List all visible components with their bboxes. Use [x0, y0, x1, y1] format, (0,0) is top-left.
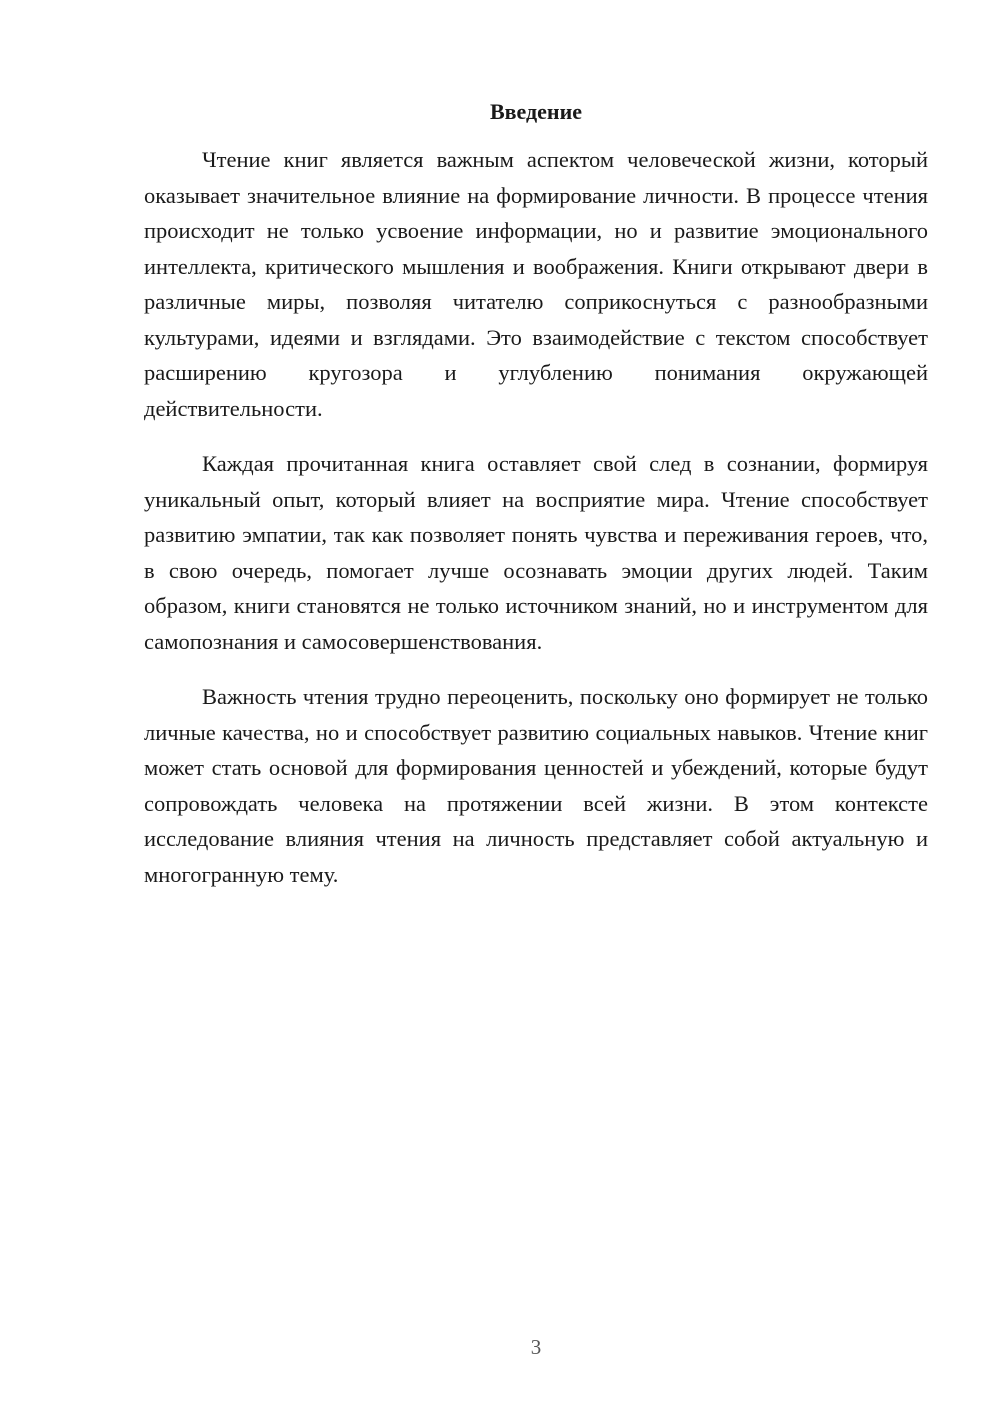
- paragraph-3: Важность чтения трудно переоценить, поскольку оно формирует не только личные качества, но и способствует развитию социальных навыков. Чтение книг может стать основой для формирования ценностей и убеждений, которые будут сопровождать человека на протяжении всей жизни. В этом контексте исследование влияния чтения на личность представляет собой актуальную и многогранную тему.: [144, 684, 928, 887]
- body-text: [144, 142, 928, 912]
- paragraph-1: Чтение книг является важным аспектом человеческой жизни, который оказывает значительное влияние на формирование личности. В процессе чтения происходит не только усвоение информации, но и развитие эмоционального интеллекта, критического мышления и воображения. Книги открывают двери в различные миры, позволяя читателю соприкоснуться с разнообразными культурами, идеями и взглядами. Это взаимодействие с текстом способствует расширению кругозора и углублению понимания окружающей действительности.: [144, 147, 928, 421]
- paragraph-2: Каждая прочитанная книга оставляет свой след в сознании, формируя уникальный опыт, который влияет на восприятие мира. Чтение способствует развитию эмпатии, так как позволяет понять чувства и переживания героев, что, в свою очередь, помогает лучше осознавать эмоции других людей. Таким образом, книги становятся не только источником знаний, но и инструментом для самопознания и самосовершенствования.: [144, 451, 928, 654]
- section-heading: Введение: [489, 99, 583, 124]
- page-number: 3: [530, 1335, 542, 1359]
